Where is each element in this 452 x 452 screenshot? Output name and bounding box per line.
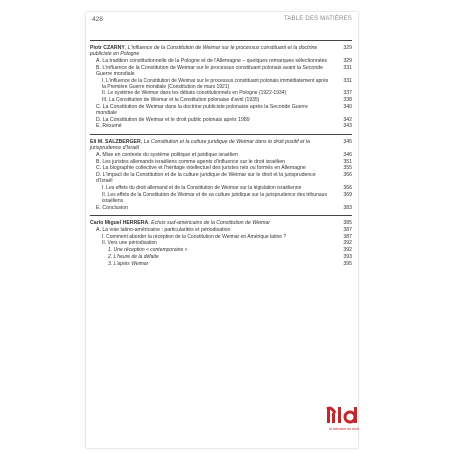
toc-entry bbox=[90, 254, 352, 260]
toc-entry-title: B. Les juristes allemands israéliens comme agents d'influence sur le droit israélien bbox=[96, 158, 285, 165]
toc-entry-title: II. Le système de Weimar dans les débats constitutionnels en Pologne (1922-1934) bbox=[102, 90, 287, 97]
toc-entry bbox=[90, 261, 352, 267]
toc-entry-title: D. L'impact de la Constitution et de la culture juridique de Weimar sur le droit et la jurisprudence d'Israël bbox=[96, 172, 316, 185]
toc-entry-title: II. Les effets de la Constitution de Weimar et de sa culture juridique sur la jurisprudence des tribunaux israéliens bbox=[102, 191, 327, 204]
toc-entry-title: I. Comment aborder la réception de la Constitution de Weimar en Amérique latine ? bbox=[102, 233, 287, 240]
toc-entry bbox=[90, 97, 352, 103]
toc-entry bbox=[90, 117, 352, 123]
toc-entry-page: 329 bbox=[343, 57, 352, 64]
toc-entry bbox=[90, 240, 352, 246]
publisher-logo bbox=[326, 406, 362, 431]
chapter-page: 345 bbox=[343, 139, 352, 146]
toc-entry-title: E. Conclusion bbox=[96, 204, 129, 211]
running-title: TABLE DES MATIÈRES bbox=[283, 16, 352, 22]
chapter-title: La Constitution et la culture juridique de Weimar dans le droit positif et la jurisprudence d'Israël bbox=[90, 139, 310, 152]
toc-entry-title: I. Les effets du droit allemand et de la Constitution de Weimar sur la législation israélienne bbox=[102, 185, 302, 192]
page-number: 428 bbox=[92, 16, 103, 23]
toc-entry bbox=[90, 159, 352, 165]
chapter-page: 329 bbox=[343, 45, 352, 51]
toc-entry-page: 340 bbox=[343, 103, 352, 110]
toc-entry-title: C. La biographie collective et l'héritage intellectuel des juristes nés ou formés en Allemagne bbox=[96, 165, 306, 172]
toc-entry-title: B. L'influence de la Constitution de Weimar sur le processus constituant polonais avant la Seconde Guerre mondiale bbox=[96, 64, 323, 77]
logo-tagline: la mémoire du droit bbox=[329, 427, 359, 431]
toc-entry-title: III. La Constitution de Weimar et la Constitution polonaise d'avril (1935) bbox=[102, 97, 260, 104]
toc-entry-chapter: Piotr CZARNY, L'influence de la Constitution de Weimar sur le processus constituant et la doctrine publiciste en Pologne 329 bbox=[90, 45, 352, 58]
toc-entry-page: 366 bbox=[343, 185, 352, 192]
chapter-author: Eli M. SALZBERGER bbox=[90, 139, 141, 146]
toc-entry-page: 383 bbox=[343, 204, 352, 211]
toc-entry bbox=[90, 104, 352, 116]
toc-entry-page: 346 bbox=[343, 152, 352, 159]
toc-entry-title: 3. L'après Weimar bbox=[108, 260, 149, 267]
toc-entry-page: 395 bbox=[343, 260, 352, 267]
toc-entry bbox=[90, 227, 352, 233]
toc-entry-page: 331 bbox=[343, 77, 352, 84]
chapter-title: Échos sud-américains de la Constitution de Weimar bbox=[151, 220, 271, 227]
toc-entry-page: 366 bbox=[343, 172, 352, 179]
toc-section bbox=[90, 40, 352, 134]
toc-entry-page: 387 bbox=[343, 233, 352, 240]
toc-entry-title: 1. Une réception « contemporaine » bbox=[108, 247, 188, 254]
toc-entry-page: 355 bbox=[343, 165, 352, 172]
toc-entry-chapter: Carlo Miguel HERRERA, Échos sud-américains de la Constitution de Weimar 385 bbox=[90, 220, 352, 227]
toc-entry-title: 2. L'heure de la défaite bbox=[108, 253, 159, 260]
toc-entry-title: I. L'influence de la Constitution de Weimar sur le processus constituant polonais immédiatement après la Première Guerre mondiale (Constitution de mars 1921) bbox=[102, 77, 329, 90]
chapter-author: Carlo Miguel HERRERA bbox=[90, 220, 149, 227]
toc-entry-page: 338 bbox=[343, 97, 352, 104]
toc-entry bbox=[90, 234, 352, 240]
toc-section bbox=[90, 134, 352, 215]
toc-section bbox=[90, 215, 352, 271]
toc-entry-title: C. La Constitution de Weimar dans la doctrine publiciste polonaise après la Seconde Guerre mondiale bbox=[96, 103, 308, 117]
toc-entry-title: II. Vers une périodisation bbox=[102, 240, 158, 247]
toc-entry bbox=[90, 90, 352, 96]
toc-entry bbox=[90, 78, 352, 90]
chapter-author: Piotr CZARNY bbox=[90, 45, 125, 51]
toc-entry-page: 343 bbox=[343, 123, 352, 130]
toc-entry-page: 392 bbox=[343, 240, 352, 247]
table-of-contents bbox=[90, 40, 352, 271]
toc-entry-title: D. La Constitution de Weimar et le droit public polonais après 1989 bbox=[96, 116, 250, 123]
toc-entry bbox=[90, 185, 352, 191]
toc-entry-title: A. La tradition constitutionnelle de la Pologne et de l'Allemagne – quelques remarques sélectionnées bbox=[96, 57, 328, 64]
chapter-title: L'influence de la Constitution de Weimar sur le processus constituant et la doctrine publiciste en Pologne bbox=[90, 45, 318, 58]
toc-entry-page: 369 bbox=[343, 191, 352, 198]
toc-entry-title: A. Mise en contexte du système politique et juridique israélien bbox=[96, 152, 238, 159]
toc-entry-page: 337 bbox=[343, 90, 352, 97]
mld-logo-icon bbox=[326, 406, 362, 426]
toc-entry bbox=[90, 172, 352, 184]
toc-entry-page: 393 bbox=[343, 253, 352, 260]
toc-entry-title: E. Résumé bbox=[96, 123, 122, 130]
toc-entry bbox=[90, 152, 352, 158]
toc-entry-page: 392 bbox=[343, 247, 352, 254]
toc-entry bbox=[90, 192, 352, 204]
toc-entry-chapter: Eli M. SALZBERGER, La Constitution et la culture juridique de Weimar dans le droit positif et la jurisprudence d'Israël 345 bbox=[90, 139, 352, 152]
book-page bbox=[86, 12, 358, 448]
toc-entry bbox=[90, 165, 352, 171]
page-header bbox=[92, 16, 352, 23]
toc-entry bbox=[90, 58, 352, 64]
toc-entry-page: 331 bbox=[343, 64, 352, 71]
toc-entry bbox=[90, 65, 352, 77]
toc-entry-title: A. La voie latino-américaine : particularités et périodisation bbox=[96, 227, 231, 234]
toc-entry-page: 387 bbox=[343, 227, 352, 234]
toc-entry bbox=[90, 205, 352, 211]
toc-entry bbox=[90, 123, 352, 129]
toc-entry-page: 351 bbox=[343, 158, 352, 165]
toc-entry-page: 342 bbox=[343, 116, 352, 123]
toc-entry bbox=[90, 247, 352, 253]
chapter-page: 385 bbox=[343, 220, 352, 227]
